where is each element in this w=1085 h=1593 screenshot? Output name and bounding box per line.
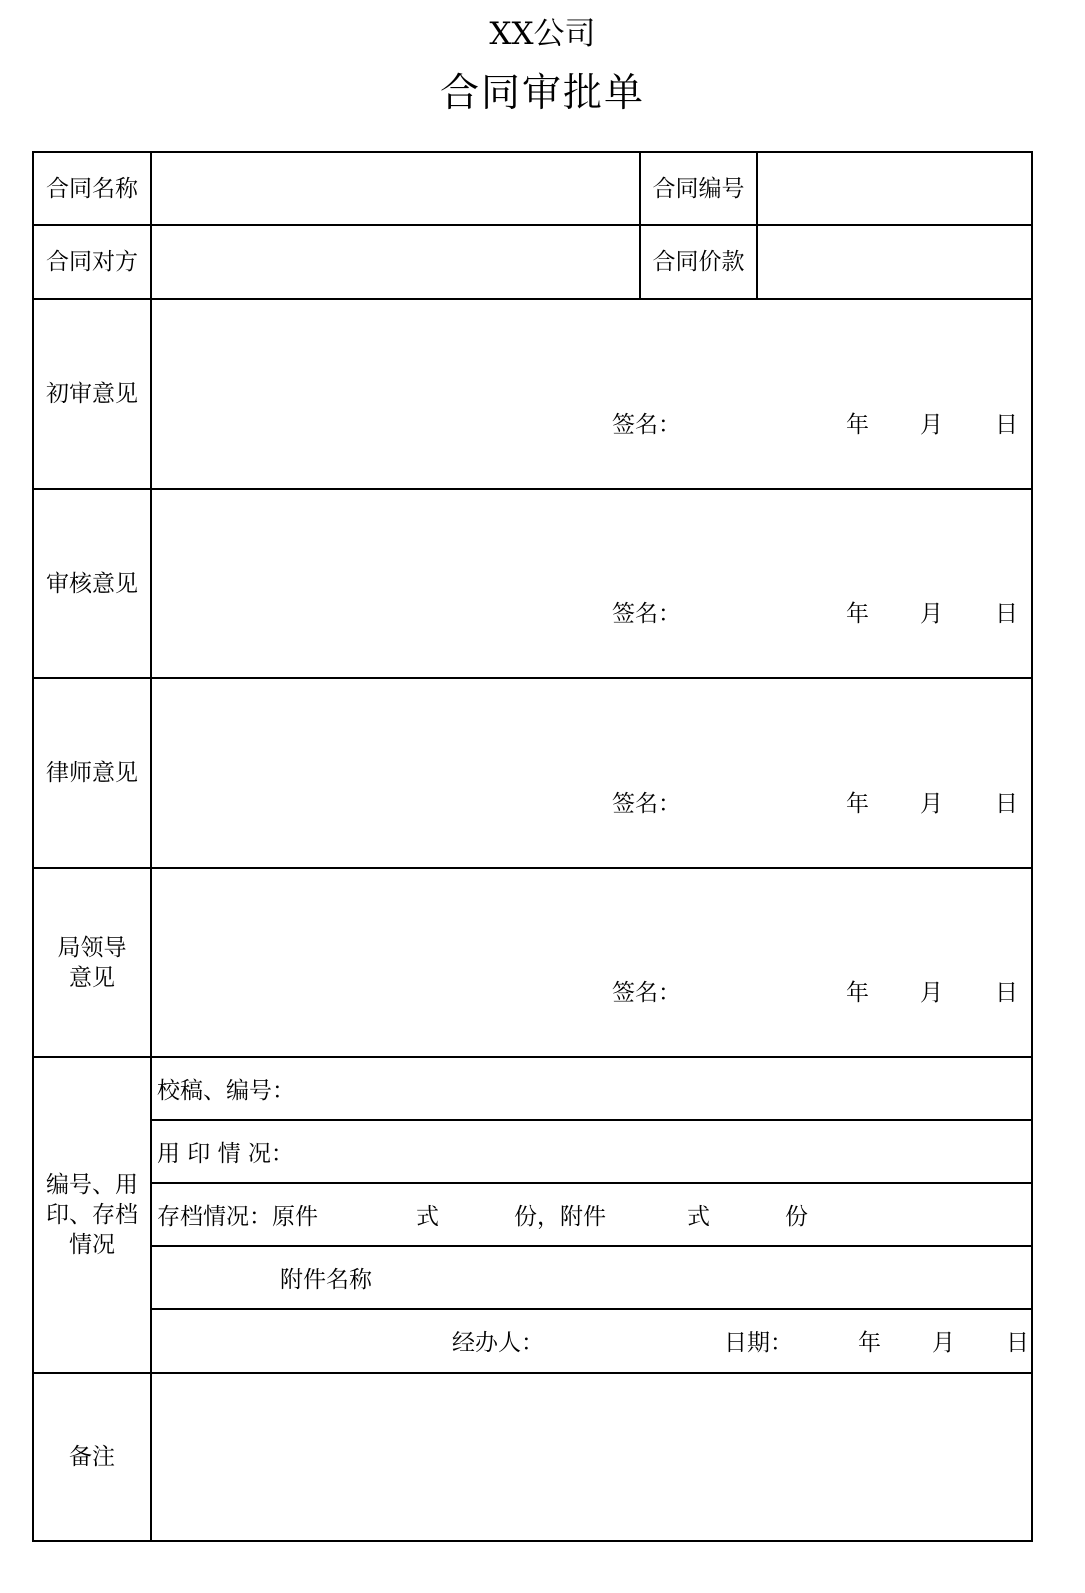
- month-label: 月: [920, 412, 943, 438]
- company-name: XX公司: [489, 16, 596, 52]
- leader-opinion-label-line2: 意见: [69, 964, 115, 991]
- archive-style-label: 式: [687, 1204, 710, 1230]
- filing-label: [34, 1058, 150, 1372]
- year-label: 年: [846, 980, 869, 1006]
- day-label: 日: [995, 980, 1018, 1006]
- lawyer-opinion-label: 律师意见: [46, 760, 138, 786]
- audit-opinion-area[interactable]: [152, 490, 1031, 677]
- contract-number-label: 合同编号: [652, 175, 745, 202]
- date-label: 日期：: [724, 1330, 793, 1356]
- year-label: 年: [858, 1330, 881, 1356]
- signature-label: 签名：: [612, 791, 681, 817]
- leader-opinion-label: [34, 869, 150, 1056]
- day-label: 日: [1006, 1330, 1029, 1356]
- row-divider: [151, 1119, 1033, 1121]
- day-label: 日: [995, 601, 1018, 627]
- month-label: 月: [932, 1330, 955, 1356]
- archive-copies-label: 份: [785, 1204, 808, 1230]
- day-label: 日: [995, 791, 1018, 817]
- lawyer-opinion-area[interactable]: [152, 679, 1031, 867]
- proofread-number-label: 校稿、编号：: [157, 1078, 295, 1104]
- signature-label: 签名：: [612, 980, 681, 1006]
- year-label: 年: [846, 791, 869, 817]
- filing-label-line3: 情况: [69, 1232, 115, 1258]
- row-divider: [151, 1182, 1033, 1184]
- filing-label-line1: 编号、用: [46, 1172, 138, 1198]
- signature-label: 签名：: [612, 412, 681, 438]
- remarks-area[interactable]: [152, 1374, 1031, 1540]
- signature-label: 签名：: [612, 601, 681, 627]
- remarks-label: 备注: [69, 1444, 115, 1470]
- audit-opinion-label: 审核意见: [46, 570, 138, 597]
- attachment-name-label: 附件名称: [280, 1267, 372, 1293]
- counterparty-label: 合同对方: [46, 249, 138, 275]
- month-label: 月: [920, 980, 943, 1006]
- archive-style-label: 式: [416, 1204, 439, 1230]
- initial-review-label: 初审意见: [46, 381, 138, 407]
- leader-opinion-area[interactable]: [152, 869, 1031, 1056]
- handler-label: 经办人：: [452, 1330, 544, 1356]
- row-divider: [32, 1056, 1033, 1058]
- contract-name-value[interactable]: [152, 153, 639, 224]
- contract-price-value[interactable]: [758, 226, 1031, 298]
- row-divider: [151, 1245, 1033, 1247]
- row-divider: [151, 1308, 1033, 1310]
- month-label: 月: [920, 601, 943, 627]
- archive-copies-attachment-label: 份，附件: [514, 1204, 606, 1230]
- contract-number-value[interactable]: [758, 153, 1031, 224]
- contract-name-label: 合同名称: [46, 175, 138, 202]
- form-title: 合同审批单: [439, 71, 645, 116]
- year-label: 年: [846, 412, 869, 438]
- counterparty-value[interactable]: [152, 226, 639, 298]
- year-label: 年: [846, 601, 869, 627]
- leader-opinion-label-line1: 局领导: [57, 934, 127, 961]
- seal-usage-label: 用 印 情 况：: [157, 1141, 294, 1167]
- month-label: 月: [920, 791, 943, 817]
- day-label: 日: [995, 412, 1018, 438]
- contract-price-label: 合同价款: [652, 249, 745, 275]
- archive-prefix-label: 存档情况：原件: [157, 1204, 318, 1230]
- filing-label-line2: 印、存档: [46, 1202, 138, 1228]
- initial-review-area[interactable]: [152, 300, 1031, 488]
